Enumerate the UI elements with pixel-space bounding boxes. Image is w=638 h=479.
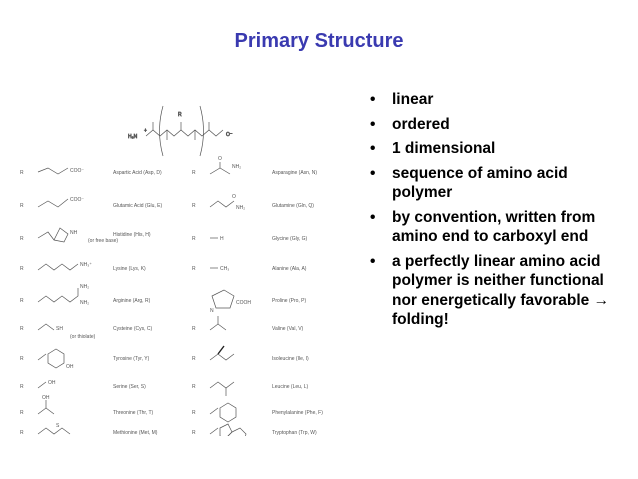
r-label: R: [20, 384, 24, 390]
r-label: R: [192, 266, 196, 272]
bullet-dot: •: [370, 208, 376, 226]
r-label: R: [192, 236, 196, 242]
r-label: R: [192, 170, 196, 176]
bullet-item: [370, 90, 632, 110]
bullet-dot: •: [370, 140, 376, 157]
nh2-label: NH₂: [80, 284, 90, 290]
oh-label: OH: [48, 380, 56, 386]
nh2-label-2: NH₂: [80, 300, 90, 306]
his-note: (or free base): [88, 238, 119, 244]
nh3-label: NH₃⁺: [80, 262, 92, 268]
aa-label-ser: Serine (Ser, S): [113, 384, 146, 390]
aa-label-cys: Cysteine (Cys, C): [113, 326, 153, 332]
row-arg: [20, 284, 151, 306]
aa-label-his: Histidine (His, H): [113, 232, 151, 238]
bullet-list: [370, 90, 632, 335]
cys-note: (or thiolate): [70, 334, 96, 340]
oh-label: OH: [42, 395, 50, 401]
row-tyr: [20, 349, 150, 370]
row-ile: [192, 346, 309, 362]
bullet-item: [370, 252, 632, 330]
aa-label-ile: Isoleucine (Ile, I): [272, 356, 309, 362]
aa-label-arg: Arginine (Arg, R): [113, 298, 151, 304]
row-ser: [20, 380, 146, 390]
bullet-text: by convention, written from amino end to carboxyl end: [392, 208, 596, 245]
h-label: H: [220, 236, 224, 242]
right-column: [192, 156, 323, 436]
cooh-label: COOH: [236, 300, 251, 306]
o-label: O: [218, 156, 222, 162]
bullet-text: 1 dimensional: [392, 140, 496, 157]
coo-label: COO⁻: [70, 168, 85, 174]
backbone-h3n-label: H₃N: [128, 134, 138, 140]
bullet-dot: •: [370, 252, 376, 270]
bullet-item: [370, 208, 632, 247]
row-val: [192, 316, 304, 332]
r-label: R: [20, 326, 24, 332]
bullet-item: [370, 115, 632, 135]
aa-label-glu: Glutamic Acid (Glu, E): [113, 203, 163, 209]
bullet-text: ordered: [392, 115, 450, 133]
o-label: O: [232, 194, 236, 200]
aa-label-thr: Threonine (Thr, T): [113, 410, 154, 416]
row-met: [20, 423, 158, 436]
bullet-dot: •: [370, 115, 376, 133]
row-cys: [20, 324, 153, 340]
r-label: R: [192, 430, 196, 436]
row-thr: [20, 395, 154, 416]
bullet-item: [370, 139, 632, 159]
r-label: R: [20, 203, 24, 209]
left-column: [20, 168, 163, 436]
r-label: R: [20, 430, 24, 436]
bullet-dot: •: [370, 91, 376, 108]
row-leu: [192, 382, 308, 396]
r-label: R: [192, 410, 196, 416]
backbone-r-label: R: [178, 112, 182, 118]
r-label: R: [20, 170, 24, 176]
coo-label: COO⁻: [70, 197, 85, 203]
aa-label-ala: Alanine (Ala, A): [272, 266, 307, 272]
aa-label-val: Valine (Val, V): [272, 326, 304, 332]
aa-label-pro: Proline (Pro, P): [272, 298, 307, 304]
aa-label-leu: Leucine (Leu, L): [272, 384, 309, 390]
bullet-text: a perfectly linear amino acid polymer is neither functional nor energetically favorable: [392, 252, 604, 309]
aa-label-tyr: Tyrosine (Tyr, Y): [113, 356, 150, 362]
aa-label-phe: Phenylalanine (Phe, F): [272, 410, 323, 416]
r-label: R: [192, 384, 196, 390]
row-gly: [192, 236, 308, 242]
r-label: R: [192, 326, 196, 332]
nh2-label: NH₂: [236, 205, 246, 211]
sh-label: SH: [56, 326, 63, 332]
row-phe: [192, 403, 323, 422]
amino-acid-structures-diagram: [18, 86, 363, 436]
aa-label-gln: Glutamine (Gln, Q): [272, 203, 314, 209]
amino-acid-structures-figure: [18, 86, 363, 436]
r-label: R: [192, 356, 196, 362]
s-label: S: [56, 423, 60, 429]
aa-label-asn: Asparagine (Asn, N): [272, 170, 318, 176]
row-glu: [20, 197, 163, 209]
row-asp: [20, 168, 162, 176]
row-ala: [192, 266, 307, 272]
r-label: R: [20, 236, 24, 242]
arrow-icon: →: [593, 291, 610, 309]
row-lys: [20, 262, 146, 272]
aa-label-gly: Glycine (Gly, G): [272, 236, 308, 242]
aa-label-lys: Lysine (Lys, K): [113, 266, 146, 272]
r-label: R: [20, 266, 24, 272]
row-gln: [192, 194, 314, 211]
row-asn: [192, 156, 317, 176]
bullet-text: linear: [392, 91, 434, 108]
backbone-o-minus-label: O⁻: [226, 132, 233, 138]
bullet-text: sequence of amino acid polymer: [392, 164, 568, 201]
n-label: N: [210, 308, 214, 314]
aa-label-asp: Aspartic Acid (Asp, D): [113, 170, 162, 176]
r-label: R: [20, 356, 24, 362]
r-label: R: [20, 298, 24, 304]
bullet-text-continued: folding!: [392, 311, 449, 328]
ch3-label: CH₃: [220, 266, 230, 272]
slide-title: Primary Structure: [234, 30, 404, 52]
aa-label-trp: Tryptophan (Trp, W): [272, 430, 317, 436]
row-pro: [210, 290, 307, 314]
row-his: [20, 228, 151, 244]
row-trp: [192, 424, 317, 436]
nh2-label: NH₂: [232, 164, 242, 170]
r-label: R: [20, 410, 24, 416]
bullet-dot: •: [370, 164, 376, 182]
backbone-plus-label: +: [144, 128, 147, 134]
peptide-backbone: [128, 106, 233, 156]
oh-label: OH: [66, 364, 74, 370]
r-label: R: [192, 203, 196, 209]
aa-label-met: Methionine (Met, M): [113, 430, 158, 436]
bullet-item: [370, 164, 632, 203]
nh-label: NH: [70, 230, 78, 236]
